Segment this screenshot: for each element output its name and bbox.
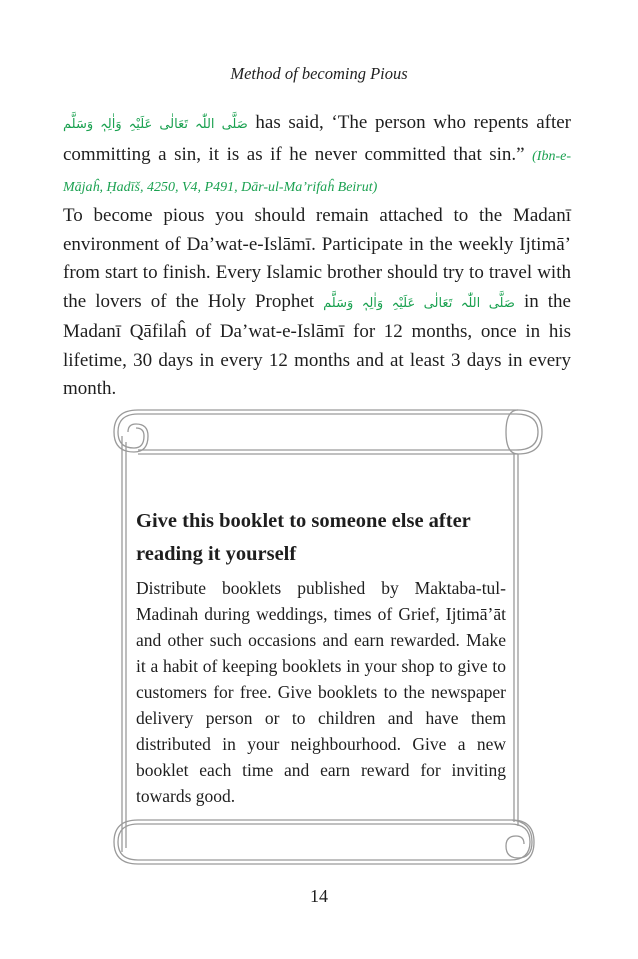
scroll-content xyxy=(136,505,506,809)
scroll-title: Give this booklet to someone else after reading it yourself xyxy=(136,510,471,565)
page-number: 14 xyxy=(310,886,328,906)
running-header: Method of becoming Pious xyxy=(230,64,408,83)
paragraph-becoming-pious xyxy=(63,202,571,404)
paragraph-text-after: in the Madanī Qāfilaĥ of Da’wat-e-Islāmī for 12 months, once in his lifetime, 30 days in every 12 months and at least 3 days in every month. xyxy=(63,290,571,399)
scroll-top-roll xyxy=(114,410,542,454)
salutation-arabic-inline: صَلَّی اللّٰہ تَعَالٰی عَلَیْہِ وَاٰلِہٖ وَسَلَّم xyxy=(323,295,515,311)
hadith-text: has said, ‘The person who repents after committing a sin, it is as if he never committed that sin.” xyxy=(63,112,571,165)
salutation-arabic: صَلَّی اللّٰہ تَعَالٰی عَلَیْہِ وَاٰلِہٖ وَسَلَّم xyxy=(63,117,248,132)
scroll-bottom-roll xyxy=(114,820,534,864)
scroll-body: Distribute booklets published by Maktaba-tul-Madinah during weddings, times of Grief, Ijtimā’āt and other such occasions and earn rewarded. Make it a habit of keeping booklets in your shop to give to customers for free. Give booklets to the newspaper delivery person or to children and have them distributed in your neighbourhood. Give a new booklet each time and earn reward for inviting towards good. xyxy=(136,578,506,806)
paragraph-text-before: To become pious you should remain attached to the Madanī environment of Da’wat-e-Islāmī. Participate in the weekly Ijtimā’ from start to finish. Every Islamic brother should try to travel with the lovers of the Holy Prophet xyxy=(63,205,571,312)
hadith-reference: (Ibn-e-Mājaĥ, Ḥadīš, 4250, V4, P491, Dār-ul-Ma’rifaĥ Beirut) xyxy=(63,148,572,195)
paragraph-repentance-hadith xyxy=(63,108,571,203)
